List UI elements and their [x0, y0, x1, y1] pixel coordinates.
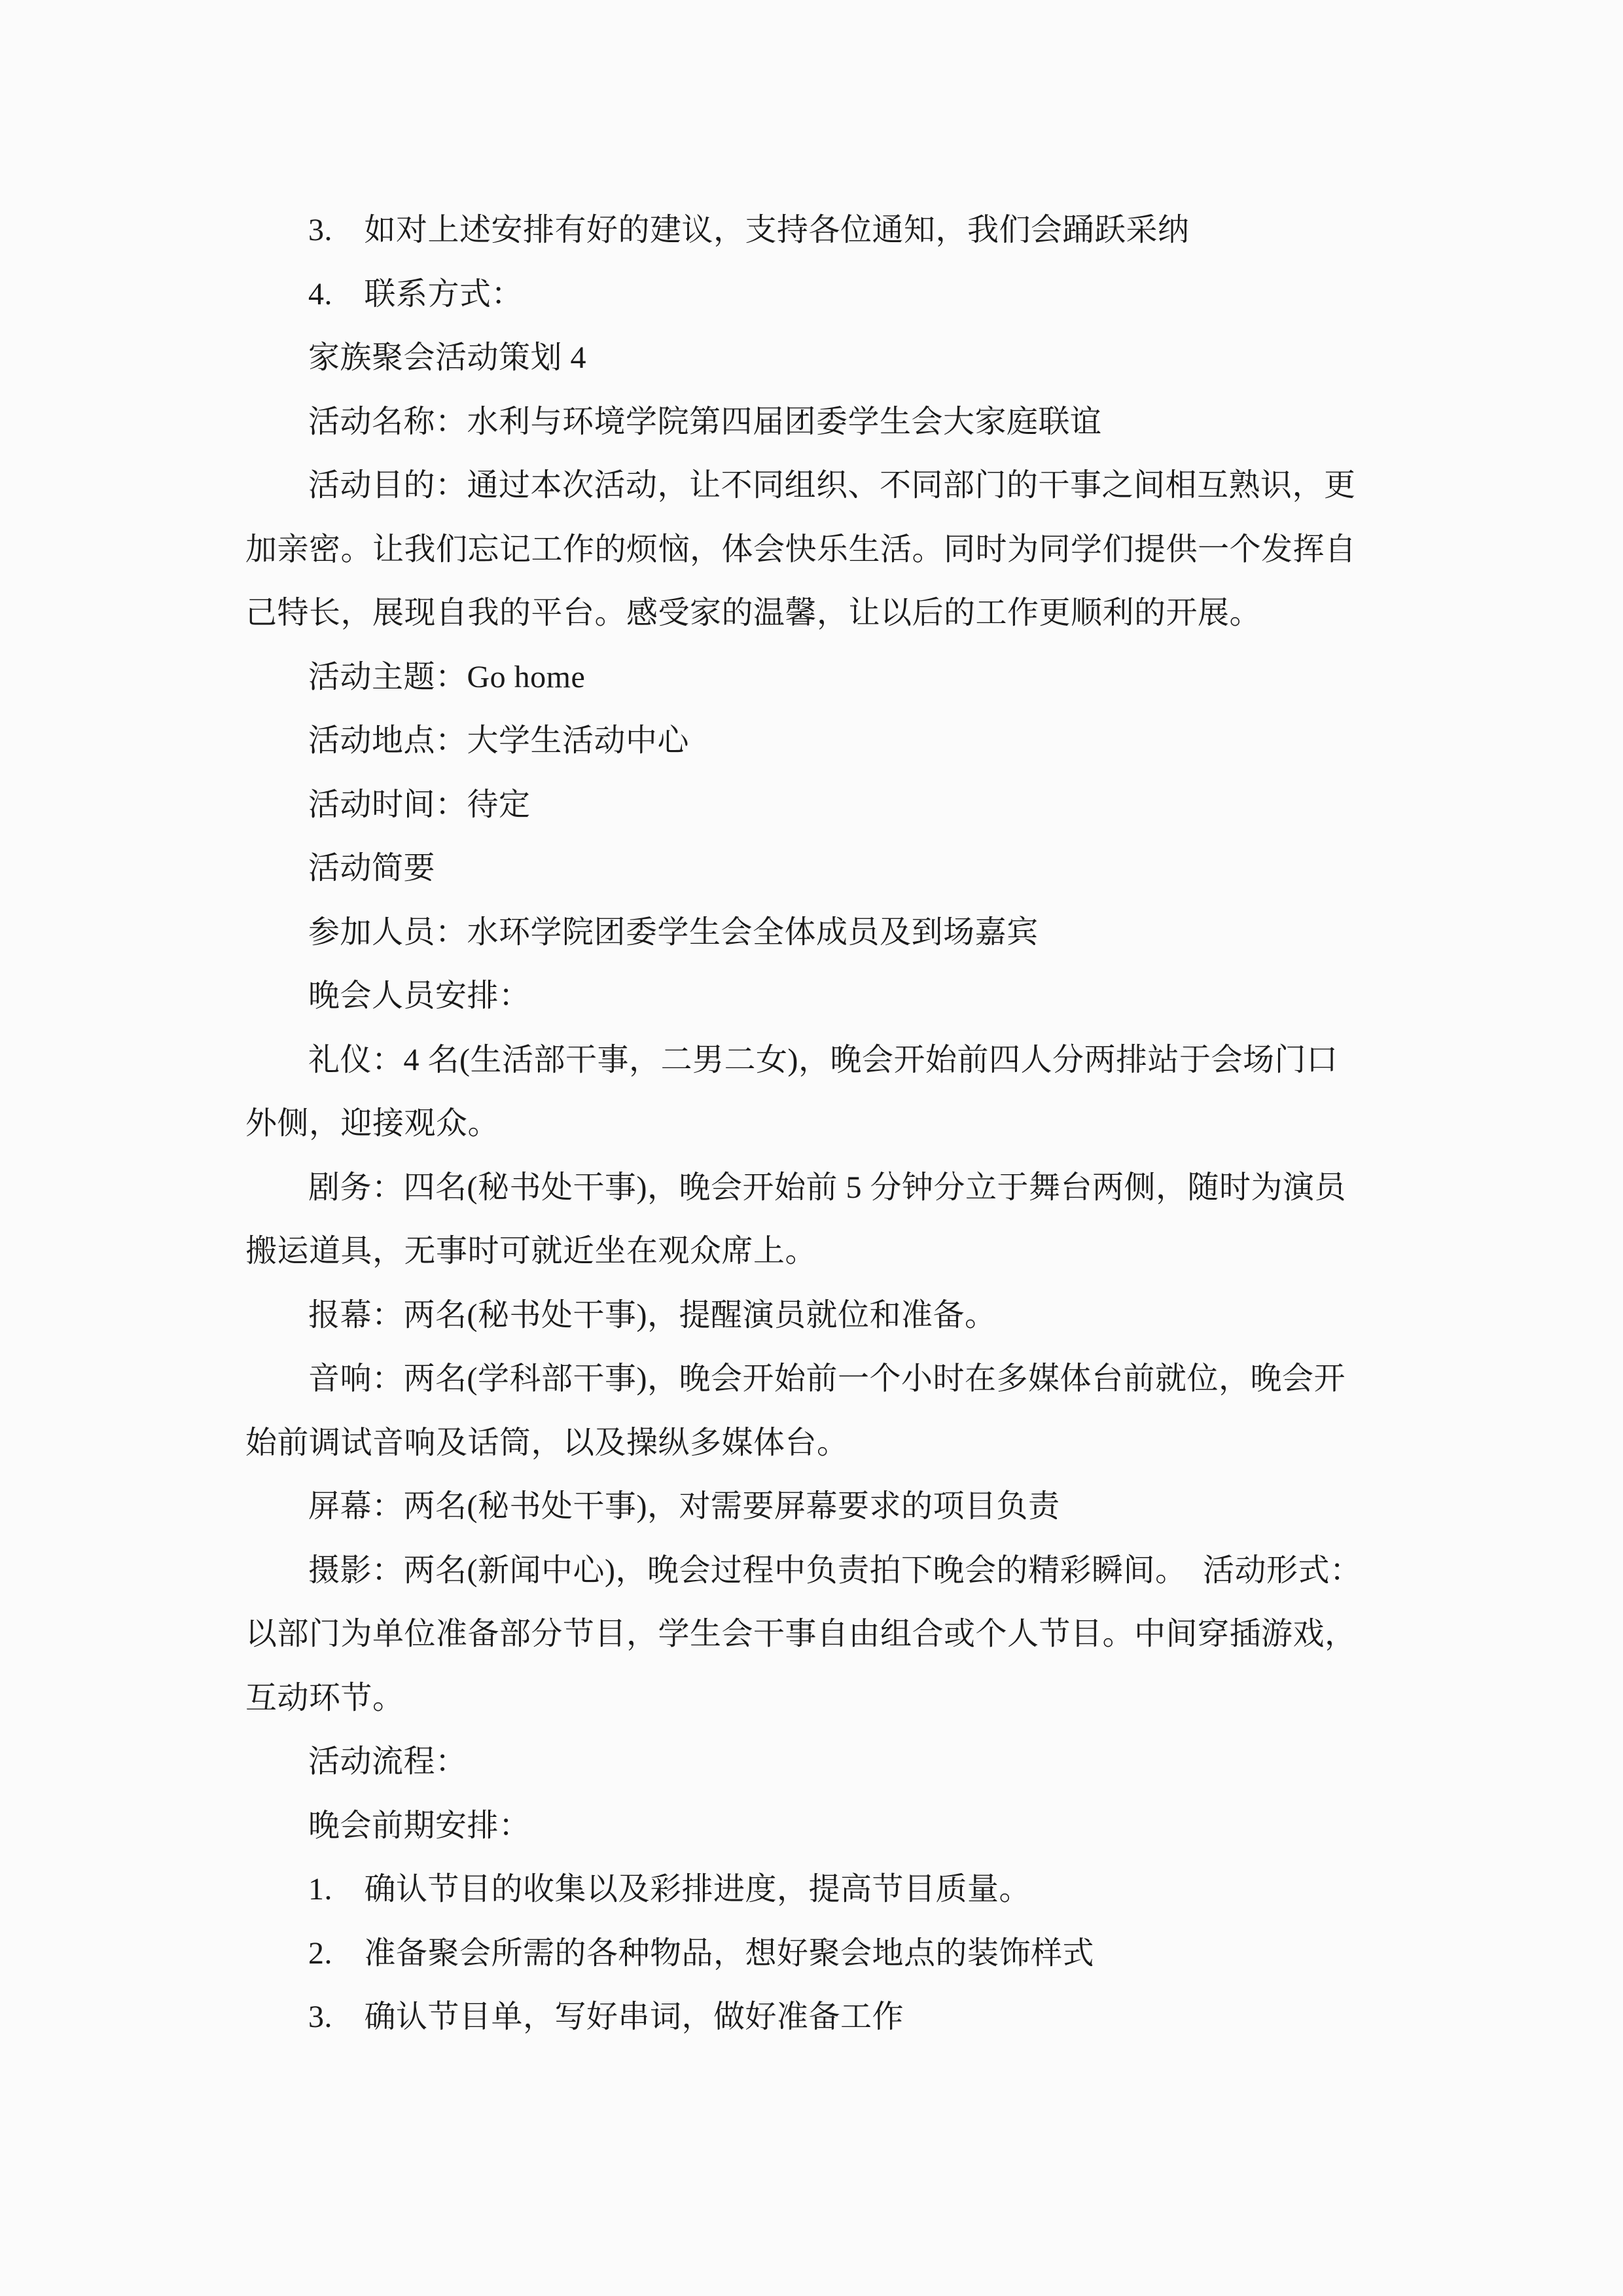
- document-line: 搬运道具，无事时可就近坐在观众席上。: [245, 1234, 817, 1268]
- document-line: 互动环节。: [245, 1680, 404, 1715]
- document-line: 以部门为单位准备部分节目，学生会干事自由组合或个人节目。中间穿插游戏，: [245, 1617, 1357, 1651]
- document-line: 礼仪：4 名(生活部干事，二男二女)，晚会开始前四人分两排站于会场门口: [308, 1042, 1338, 1077]
- document-line: 音响：两名(学科部干事)，晚会开始前一个小时在多媒体台前就位，晚会开: [308, 1361, 1346, 1396]
- document-line: 加亲密。让我们忘记工作的烦恼，体会快乐生活。同时为同学们提供一个发挥自: [245, 531, 1357, 567]
- document-line: 4. 联系方式：: [308, 276, 524, 312]
- document-line: 3. 确认节目单，写好串词，做好准备工作: [308, 2000, 904, 2034]
- document-line: 活动名称：水利与环境学院第四届团委学生会大家庭联谊: [308, 404, 1102, 439]
- document-line: 晚会人员安排：: [308, 978, 531, 1013]
- document-line: 活动时间：待定: [308, 787, 531, 822]
- document-line: 摄影：两名(新闻中心)，晚会过程中负责拍下晚会的精彩瞬间。 活动形式：: [308, 1552, 1362, 1588]
- document-line: 1. 确认节目的收集以及彩排进度，提高节目质量。: [308, 1872, 1031, 1907]
- document-line: 剧务：四名(秘书处干事)，晚会开始前 5 分钟分立于舞台两侧，随时为演员: [308, 1170, 1346, 1205]
- document-line: 外侧，迎接观众。: [245, 1106, 500, 1141]
- document-line: 家族聚会活动策划 4: [308, 340, 587, 375]
- document-line: 活动主题：Go home: [308, 659, 586, 694]
- document-body: [245, 198, 1384, 2049]
- document-line: 2. 准备聚会所需的各种物品，想好聚会地点的装饰样式: [308, 1935, 1095, 1971]
- document-line: 活动地点：大学生活动中心: [308, 723, 690, 758]
- document-line: 活动简要: [308, 851, 436, 886]
- document-line: 报幕：两名(秘书处干事)，提醒演员就位和准备。: [308, 1297, 997, 1333]
- document-line: 始前调试音响及话筒，以及操纵多媒体台。: [245, 1425, 849, 1460]
- document-line: 参加人员：水环学院团委学生会全体成员及到场嘉宾: [308, 914, 1039, 950]
- document-line: 己特长，展现自我的平台。感受家的温馨，让以后的工作更顺利的开展。: [245, 596, 1262, 630]
- document-line: 晚会前期安排：: [308, 1808, 531, 1843]
- document-line: 活动目的：通过本次活动，让不同组织、不同部门的干事之间相互熟识，更: [308, 468, 1356, 503]
- document-line: 3. 如对上述安排有好的建议，支持各位通知，我们会踊跃采纳: [308, 213, 1190, 247]
- document-line: 屏幕：两名(秘书处干事)，对需要屏幕要求的项目负责: [308, 1489, 1060, 1524]
- document-line: 活动流程：: [308, 1744, 467, 1779]
